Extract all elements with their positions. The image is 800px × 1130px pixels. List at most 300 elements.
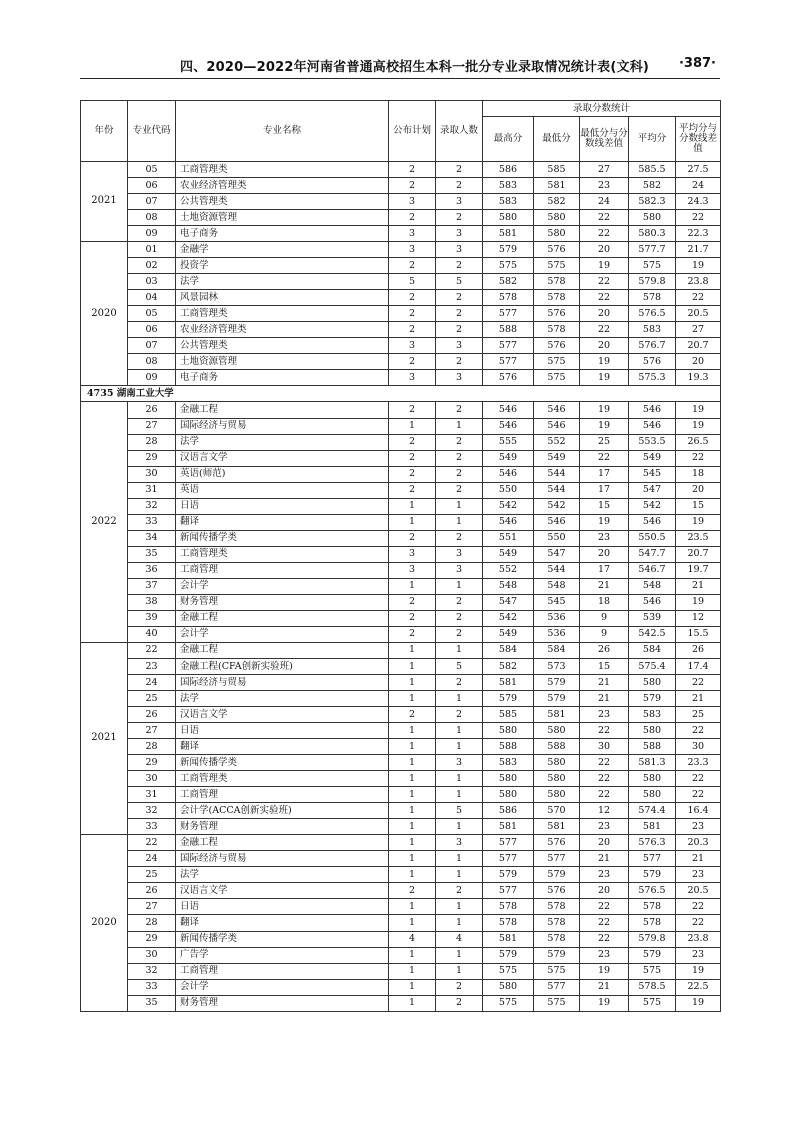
name-cell: 国际经济与贸易 xyxy=(176,851,389,867)
min-diff-cell: 20 xyxy=(580,835,629,851)
min-diff-cell: 19 xyxy=(580,963,629,979)
avg-diff-cell: 23.3 xyxy=(676,755,721,771)
name-cell: 日语 xyxy=(176,723,389,739)
table-row xyxy=(81,210,721,226)
name-cell: 财务管理 xyxy=(176,819,389,835)
year-cell: 2020 xyxy=(81,835,128,1011)
table-row xyxy=(81,402,721,418)
name-cell: 广告学 xyxy=(176,947,389,963)
max-cell: 586 xyxy=(483,162,534,178)
name-cell: 土地资源管理 xyxy=(176,354,389,370)
table-body xyxy=(81,162,721,1012)
admitted-cell: 2 xyxy=(436,322,483,338)
plan-cell: 1 xyxy=(389,835,436,851)
max-cell: 549 xyxy=(483,546,534,562)
table-row xyxy=(81,755,721,771)
min-cell: 549 xyxy=(534,450,580,466)
min-diff-cell: 22 xyxy=(580,290,629,306)
avg-cell: 542 xyxy=(629,498,676,514)
avg-diff-cell: 23.8 xyxy=(676,274,721,290)
page-header xyxy=(80,56,720,79)
min-diff-cell: 22 xyxy=(580,771,629,787)
avg-cell: 575.4 xyxy=(629,658,676,674)
admitted-cell: 2 xyxy=(436,675,483,691)
plan-cell: 3 xyxy=(389,546,436,562)
avg-cell: 575.3 xyxy=(629,370,676,386)
min-cell: 544 xyxy=(534,562,580,578)
max-cell: 577 xyxy=(483,338,534,354)
plan-cell: 3 xyxy=(389,338,436,354)
admitted-cell: 2 xyxy=(436,402,483,418)
table-row xyxy=(81,162,721,178)
code-cell: 32 xyxy=(128,963,176,979)
header-stats: 录取分数统计 xyxy=(483,101,721,117)
avg-diff-cell: 20 xyxy=(676,482,721,498)
code-cell: 24 xyxy=(128,851,176,867)
max-cell: 583 xyxy=(483,178,534,194)
name-cell: 法学 xyxy=(176,691,389,707)
table-row xyxy=(81,194,721,210)
plan-cell: 2 xyxy=(389,210,436,226)
max-cell: 577 xyxy=(483,835,534,851)
header-max: 最高分 xyxy=(483,117,534,162)
name-cell: 工商管理 xyxy=(176,787,389,803)
min-cell: 575 xyxy=(534,370,580,386)
plan-cell: 1 xyxy=(389,819,436,835)
header-min: 最低分 xyxy=(534,117,580,162)
table-row xyxy=(81,450,721,466)
avg-diff-cell: 22 xyxy=(676,723,721,739)
avg-diff-cell: 20.7 xyxy=(676,546,721,562)
code-cell: 09 xyxy=(128,226,176,242)
plan-cell: 1 xyxy=(389,899,436,915)
min-diff-cell: 19 xyxy=(580,514,629,530)
min-diff-cell: 15 xyxy=(580,658,629,674)
code-cell: 33 xyxy=(128,979,176,995)
avg-diff-cell: 19 xyxy=(676,258,721,274)
admitted-cell: 1 xyxy=(436,514,483,530)
min-cell: 576 xyxy=(534,883,580,899)
min-cell: 580 xyxy=(534,723,580,739)
name-cell: 财务管理 xyxy=(176,594,389,610)
code-cell: 28 xyxy=(128,739,176,755)
code-cell: 23 xyxy=(128,658,176,674)
admitted-cell: 1 xyxy=(436,691,483,707)
avg-cell: 545 xyxy=(629,466,676,482)
plan-cell: 4 xyxy=(389,931,436,947)
plan-cell: 2 xyxy=(389,258,436,274)
table-row xyxy=(81,258,721,274)
max-cell: 577 xyxy=(483,306,534,322)
plan-cell: 2 xyxy=(389,707,436,723)
avg-diff-cell: 17.4 xyxy=(676,658,721,674)
table-row xyxy=(81,675,721,691)
plan-cell: 3 xyxy=(389,194,436,210)
avg-cell: 580 xyxy=(629,675,676,691)
admitted-cell: 1 xyxy=(436,963,483,979)
table-row xyxy=(81,819,721,835)
avg-cell: 553.5 xyxy=(629,434,676,450)
min-diff-cell: 17 xyxy=(580,466,629,482)
name-cell: 工商管理类 xyxy=(176,771,389,787)
table-row xyxy=(81,835,721,851)
min-diff-cell: 19 xyxy=(580,370,629,386)
min-diff-cell: 23 xyxy=(580,867,629,883)
avg-diff-cell: 22 xyxy=(676,450,721,466)
code-cell: 25 xyxy=(128,867,176,883)
admitted-cell: 3 xyxy=(436,370,483,386)
table-row xyxy=(81,562,721,578)
header-avg: 平均分 xyxy=(629,117,676,162)
avg-cell: 547.7 xyxy=(629,546,676,562)
code-cell: 27 xyxy=(128,418,176,434)
avg-diff-cell: 19.3 xyxy=(676,370,721,386)
min-diff-cell: 21 xyxy=(580,578,629,594)
table-row xyxy=(81,226,721,242)
table-row xyxy=(81,771,721,787)
plan-cell: 1 xyxy=(389,723,436,739)
avg-diff-cell: 19.7 xyxy=(676,562,721,578)
name-cell: 英语(师范) xyxy=(176,466,389,482)
admitted-cell: 2 xyxy=(436,466,483,482)
code-cell: 22 xyxy=(128,642,176,658)
min-diff-cell: 21 xyxy=(580,675,629,691)
avg-diff-cell: 26 xyxy=(676,642,721,658)
plan-cell: 2 xyxy=(389,610,436,626)
min-cell: 588 xyxy=(534,739,580,755)
min-diff-cell: 26 xyxy=(580,642,629,658)
min-diff-cell: 22 xyxy=(580,899,629,915)
table-row xyxy=(81,434,721,450)
code-cell: 29 xyxy=(128,450,176,466)
admitted-cell: 3 xyxy=(436,226,483,242)
avg-cell: 576.7 xyxy=(629,338,676,354)
plan-cell: 2 xyxy=(389,354,436,370)
table-row xyxy=(81,787,721,803)
avg-cell: 576 xyxy=(629,354,676,370)
min-cell: 545 xyxy=(534,594,580,610)
avg-diff-cell: 22 xyxy=(676,787,721,803)
min-cell: 577 xyxy=(534,851,580,867)
avg-cell: 582.3 xyxy=(629,194,676,210)
plan-cell: 2 xyxy=(389,162,436,178)
min-cell: 579 xyxy=(534,691,580,707)
min-diff-cell: 22 xyxy=(580,226,629,242)
name-cell: 日语 xyxy=(176,899,389,915)
code-cell: 26 xyxy=(128,707,176,723)
min-cell: 580 xyxy=(534,226,580,242)
avg-diff-cell: 18 xyxy=(676,466,721,482)
header-admitted: 录取人数 xyxy=(436,101,483,162)
max-cell: 581 xyxy=(483,226,534,242)
name-cell: 公共管理类 xyxy=(176,338,389,354)
year-cell: 2022 xyxy=(81,402,128,642)
max-cell: 549 xyxy=(483,450,534,466)
name-cell: 电子商务 xyxy=(176,370,389,386)
code-cell: 02 xyxy=(128,258,176,274)
avg-diff-cell: 20.5 xyxy=(676,306,721,322)
plan-cell: 2 xyxy=(389,482,436,498)
name-cell: 工商管理 xyxy=(176,963,389,979)
avg-cell: 579.8 xyxy=(629,274,676,290)
min-diff-cell: 20 xyxy=(580,242,629,258)
min-diff-cell: 23 xyxy=(580,707,629,723)
name-cell: 工商管理 xyxy=(176,562,389,578)
avg-diff-cell: 20.3 xyxy=(676,835,721,851)
name-cell: 法学 xyxy=(176,867,389,883)
min-cell: 546 xyxy=(534,514,580,530)
code-cell: 07 xyxy=(128,194,176,210)
admitted-cell: 2 xyxy=(436,178,483,194)
min-cell: 544 xyxy=(534,482,580,498)
avg-diff-cell: 22 xyxy=(676,210,721,226)
avg-diff-cell: 20.7 xyxy=(676,338,721,354)
avg-cell: 580 xyxy=(629,787,676,803)
min-diff-cell: 17 xyxy=(580,482,629,498)
code-cell: 29 xyxy=(128,755,176,771)
code-cell: 32 xyxy=(128,803,176,819)
avg-diff-cell: 24 xyxy=(676,178,721,194)
table-row xyxy=(81,530,721,546)
name-cell: 工商管理类 xyxy=(176,306,389,322)
table-row xyxy=(81,658,721,674)
code-cell: 35 xyxy=(128,995,176,1011)
avg-cell: 546 xyxy=(629,594,676,610)
max-cell: 580 xyxy=(483,210,534,226)
admitted-cell: 3 xyxy=(436,835,483,851)
avg-cell: 546 xyxy=(629,514,676,530)
avg-diff-cell: 26.5 xyxy=(676,434,721,450)
min-cell: 578 xyxy=(534,274,580,290)
max-cell: 550 xyxy=(483,482,534,498)
table-row xyxy=(81,915,721,931)
plan-cell: 1 xyxy=(389,803,436,819)
avg-diff-cell: 25 xyxy=(676,707,721,723)
code-cell: 06 xyxy=(128,178,176,194)
table-row xyxy=(81,498,721,514)
min-diff-cell: 22 xyxy=(580,210,629,226)
min-cell: 576 xyxy=(534,242,580,258)
admitted-cell: 1 xyxy=(436,851,483,867)
max-cell: 575 xyxy=(483,963,534,979)
table-row xyxy=(81,610,721,626)
plan-cell: 1 xyxy=(389,691,436,707)
name-cell: 农业经济管理类 xyxy=(176,322,389,338)
max-cell: 581 xyxy=(483,675,534,691)
max-cell: 546 xyxy=(483,466,534,482)
avg-diff-cell: 19 xyxy=(676,402,721,418)
min-cell: 547 xyxy=(534,546,580,562)
avg-cell: 546.7 xyxy=(629,562,676,578)
avg-cell: 582 xyxy=(629,178,676,194)
max-cell: 555 xyxy=(483,434,534,450)
min-diff-cell: 20 xyxy=(580,546,629,562)
max-cell: 577 xyxy=(483,851,534,867)
table-row xyxy=(81,322,721,338)
avg-diff-cell: 15 xyxy=(676,498,721,514)
min-diff-cell: 21 xyxy=(580,691,629,707)
min-cell: 573 xyxy=(534,658,580,674)
avg-diff-cell: 19 xyxy=(676,594,721,610)
avg-diff-cell: 19 xyxy=(676,995,721,1011)
code-cell: 24 xyxy=(128,675,176,691)
name-cell: 金融工程 xyxy=(176,642,389,658)
plan-cell: 1 xyxy=(389,851,436,867)
max-cell: 582 xyxy=(483,274,534,290)
min-cell: 578 xyxy=(534,322,580,338)
plan-cell: 1 xyxy=(389,915,436,931)
name-cell: 电子商务 xyxy=(176,226,389,242)
plan-cell: 2 xyxy=(389,402,436,418)
name-cell: 汉语言文学 xyxy=(176,707,389,723)
plan-cell: 3 xyxy=(389,242,436,258)
plan-cell: 1 xyxy=(389,739,436,755)
max-cell: 542 xyxy=(483,498,534,514)
min-cell: 580 xyxy=(534,771,580,787)
max-cell: 546 xyxy=(483,418,534,434)
min-diff-cell: 23 xyxy=(580,947,629,963)
name-cell: 翻译 xyxy=(176,514,389,530)
admitted-cell: 4 xyxy=(436,931,483,947)
name-cell: 农业经济管理类 xyxy=(176,178,389,194)
code-cell: 35 xyxy=(128,546,176,562)
plan-cell: 1 xyxy=(389,771,436,787)
admitted-cell: 1 xyxy=(436,787,483,803)
avg-cell: 579 xyxy=(629,691,676,707)
min-cell: 575 xyxy=(534,995,580,1011)
admitted-cell: 1 xyxy=(436,867,483,883)
year-cell: 2021 xyxy=(81,642,128,834)
plan-cell: 2 xyxy=(389,466,436,482)
min-cell: 577 xyxy=(534,979,580,995)
avg-diff-cell: 12 xyxy=(676,610,721,626)
table-row xyxy=(81,707,721,723)
plan-cell: 1 xyxy=(389,963,436,979)
min-diff-cell: 19 xyxy=(580,995,629,1011)
max-cell: 577 xyxy=(483,354,534,370)
max-cell: 542 xyxy=(483,610,534,626)
admitted-cell: 2 xyxy=(436,979,483,995)
max-cell: 584 xyxy=(483,642,534,658)
avg-cell: 578 xyxy=(629,915,676,931)
header-plan: 公布计划 xyxy=(389,101,436,162)
page-number: ·387· xyxy=(678,56,716,71)
name-cell: 会计学 xyxy=(176,626,389,642)
avg-cell: 550.5 xyxy=(629,530,676,546)
min-cell: 580 xyxy=(534,755,580,771)
admitted-cell: 5 xyxy=(436,274,483,290)
code-cell: 03 xyxy=(128,274,176,290)
plan-cell: 1 xyxy=(389,995,436,1011)
table-row xyxy=(81,963,721,979)
name-cell: 风景园林 xyxy=(176,290,389,306)
header-min-diff: 最低分与分数线差值 xyxy=(580,117,629,162)
avg-cell: 580 xyxy=(629,210,676,226)
name-cell: 投资学 xyxy=(176,258,389,274)
table-row xyxy=(81,691,721,707)
table-row xyxy=(81,851,721,867)
min-diff-cell: 9 xyxy=(580,626,629,642)
max-cell: 575 xyxy=(483,258,534,274)
min-diff-cell: 21 xyxy=(580,979,629,995)
plan-cell: 2 xyxy=(389,178,436,194)
plan-cell: 3 xyxy=(389,226,436,242)
header-year: 年份 xyxy=(81,101,128,162)
name-cell: 日语 xyxy=(176,498,389,514)
max-cell: 548 xyxy=(483,578,534,594)
min-cell: 578 xyxy=(534,290,580,306)
table-row xyxy=(81,290,721,306)
admitted-cell: 3 xyxy=(436,242,483,258)
admitted-cell: 1 xyxy=(436,739,483,755)
code-cell: 05 xyxy=(128,306,176,322)
avg-diff-cell: 23.5 xyxy=(676,530,721,546)
admitted-cell: 1 xyxy=(436,418,483,434)
admitted-cell: 2 xyxy=(436,626,483,642)
min-diff-cell: 22 xyxy=(580,723,629,739)
admitted-cell: 2 xyxy=(436,210,483,226)
plan-cell: 1 xyxy=(389,979,436,995)
admitted-cell: 2 xyxy=(436,707,483,723)
table-row xyxy=(81,482,721,498)
code-cell: 04 xyxy=(128,290,176,306)
admitted-cell: 3 xyxy=(436,755,483,771)
admitted-cell: 2 xyxy=(436,306,483,322)
max-cell: 546 xyxy=(483,514,534,530)
max-cell: 581 xyxy=(483,931,534,947)
min-cell: 578 xyxy=(534,931,580,947)
code-cell: 07 xyxy=(128,338,176,354)
plan-cell: 2 xyxy=(389,290,436,306)
code-cell: 05 xyxy=(128,162,176,178)
max-cell: 575 xyxy=(483,995,534,1011)
min-diff-cell: 22 xyxy=(580,450,629,466)
code-cell: 27 xyxy=(128,899,176,915)
admitted-cell: 1 xyxy=(436,771,483,787)
max-cell: 581 xyxy=(483,819,534,835)
code-cell: 38 xyxy=(128,594,176,610)
code-cell: 30 xyxy=(128,771,176,787)
min-diff-cell: 24 xyxy=(580,194,629,210)
min-diff-cell: 20 xyxy=(580,338,629,354)
min-cell: 579 xyxy=(534,867,580,883)
admitted-cell: 1 xyxy=(436,498,483,514)
min-diff-cell: 22 xyxy=(580,915,629,931)
admitted-cell: 2 xyxy=(436,162,483,178)
code-cell: 37 xyxy=(128,578,176,594)
admitted-cell: 3 xyxy=(436,194,483,210)
plan-cell: 1 xyxy=(389,787,436,803)
name-cell: 会计学 xyxy=(176,979,389,995)
min-cell: 575 xyxy=(534,258,580,274)
min-cell: 580 xyxy=(534,210,580,226)
avg-cell: 580 xyxy=(629,723,676,739)
min-cell: 536 xyxy=(534,626,580,642)
plan-cell: 1 xyxy=(389,578,436,594)
name-cell: 金融工程 xyxy=(176,402,389,418)
header-code: 专业代码 xyxy=(128,101,176,162)
avg-cell: 581 xyxy=(629,819,676,835)
avg-cell: 580 xyxy=(629,771,676,787)
admitted-cell: 2 xyxy=(436,482,483,498)
avg-diff-cell: 23 xyxy=(676,947,721,963)
max-cell: 578 xyxy=(483,915,534,931)
name-cell: 公共管理类 xyxy=(176,194,389,210)
min-cell: 580 xyxy=(534,787,580,803)
avg-diff-cell: 20.5 xyxy=(676,883,721,899)
min-cell: 585 xyxy=(534,162,580,178)
admitted-cell: 2 xyxy=(436,290,483,306)
